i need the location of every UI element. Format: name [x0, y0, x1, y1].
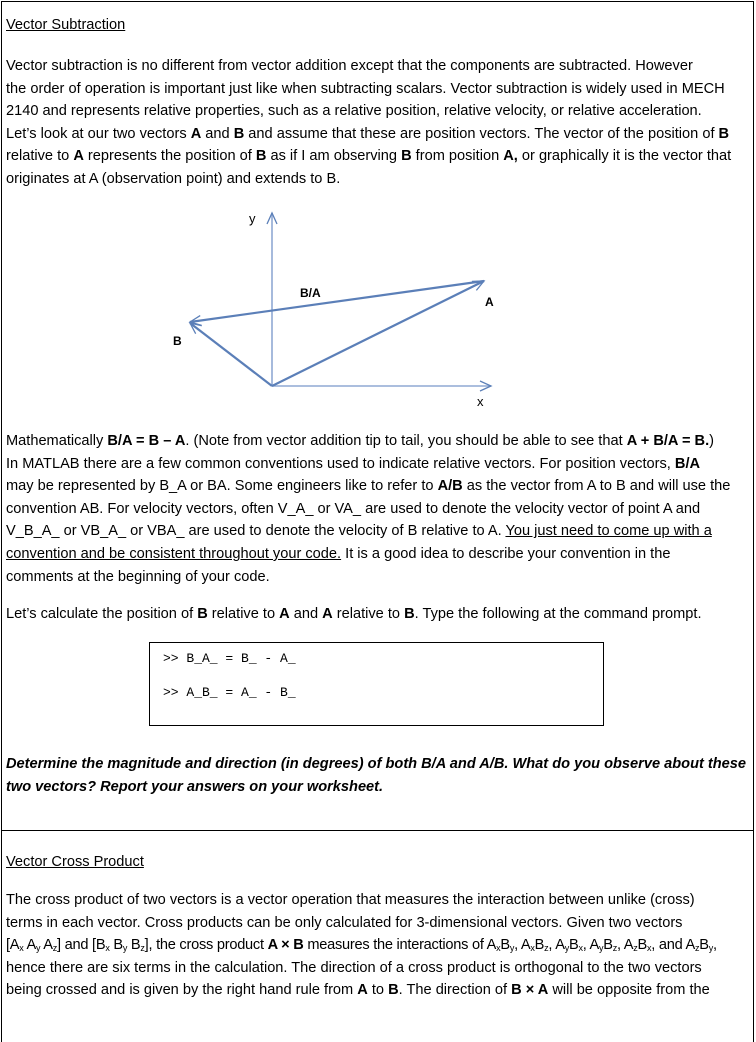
text-line: Determine the magnitude and direction (in degrees) of both B/A and A/B. What do you observe about these: [6, 756, 747, 772]
text-line: convention and be consistent throughout your code. It is a good idea to describe your convention in the: [6, 546, 671, 562]
vector-ba-arrow: [190, 281, 484, 322]
text-line: being crossed and is given by the right hand rule from A to B. The direction of B × A will be opposite from the: [6, 982, 710, 999]
x-axis-label: x: [477, 394, 484, 409]
code-box: [149, 642, 604, 726]
text-line: convention AB. For velocity vectors, often V_A_ or VA_ are used to denote the velocity vector of point A and: [6, 500, 701, 517]
text-line: Let’s look at our two vectors A and B and assume that these are position vectors. The vector of the position of B: [6, 125, 730, 142]
text-line: V_B_A_ or VB_A_ or VBA_ are used to denote the velocity of B relative to A. You just need to come up with a: [6, 523, 712, 540]
text-line: the order of operation is important just like when subtracting scalars. Vector subtraction is widely used in MECH: [6, 80, 725, 97]
table-cell-divider: [1, 830, 754, 831]
vector-ba-label: B/A: [300, 286, 321, 300]
text-line: In MATLAB there are a few common conventions used to indicate relative vectors. For position vectors, B/A: [6, 455, 701, 472]
text-line: Vector subtraction is no different from vector addition except that the components are subtracted. However: [6, 58, 693, 74]
text-line: comments at the beginning of your code.: [6, 568, 270, 585]
text-line: Mathematically B/A = B – A. (Note from vector addition tip to tail, you should be able to see that A + B/A = B.): [6, 433, 715, 449]
text-line: two vectors? Report your answers on your worksheet.: [6, 778, 384, 795]
text-line: hence there are six terms in the calculation. The direction of a cross product is orthogonal to the two vectors: [6, 959, 702, 976]
vector-a-label: A: [485, 295, 494, 309]
vector-diagram: [0, 0, 756, 420]
text-line: originates at A (observation point) and extends to B.: [6, 171, 341, 187]
calculate-instruction: Let’s calculate the position of B relative to A and A relative to B. Type the following at the command prompt.: [6, 606, 702, 622]
vector-b-arrow: [190, 323, 272, 386]
text-line: [$A_x$ $A_y$ $A_z$] and [$B_x$ $B_y$ $B_z$], the cross product A × B measures the interactions of $A_xB_y$, $A_xB_z$, $A_yB_x$, $A_yB_z$, $A_zB_x$, and $A_zB_y$,: [6, 937, 717, 954]
text-line: The cross product of two vectors is a vector operation that measures the interaction between unlike (cross): [6, 892, 695, 908]
text-line: terms in each vector. Cross products can be only calculated for 3-dimensional vectors. Given two vectors: [6, 914, 683, 931]
section-title-vector-subtraction: Vector Subtraction: [6, 17, 126, 33]
section-title-vector-cross-product: Vector Cross Product: [6, 854, 144, 870]
code-line-1: >> B_A_ = B_ - A_: [163, 651, 296, 666]
text-line: may be represented by B_A or BA. Some engineers like to refer to A/B as the vector from A to B and will use the: [6, 478, 731, 495]
text-line: relative to A represents the position of B as if I am observing B from position A, or graphically it is the vector that: [6, 148, 732, 165]
code-line-2: >> A_B_ = A_ - B_: [163, 685, 296, 700]
vector-b-label: B: [173, 334, 182, 348]
y-axis-label: y: [249, 211, 256, 226]
text-line: 2140 and represents relative properties, such as a relative position, relative velocity, or relative acceleration.: [6, 103, 702, 120]
